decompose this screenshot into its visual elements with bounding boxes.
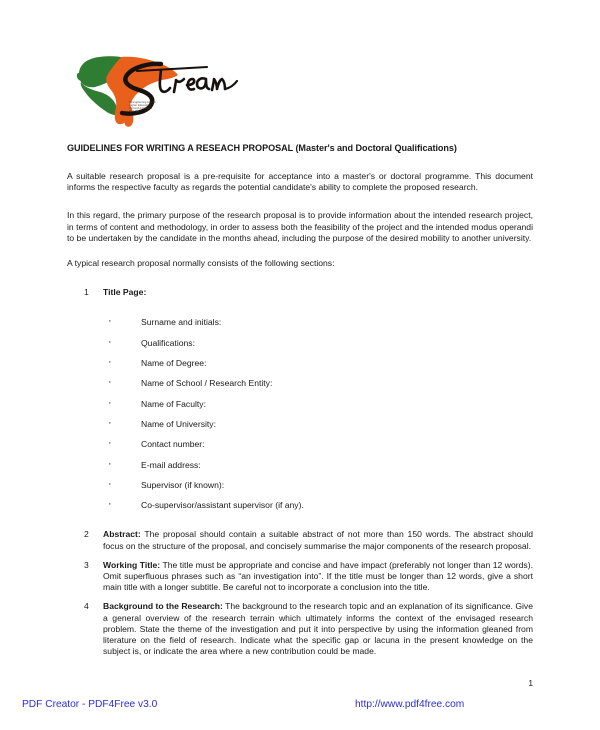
- title-page-item-list: [67, 317, 533, 511]
- intro-paragraph-1: A suitable research proposal is a pre-requisite for acceptance into a master's or doctoral programme. This document informs the respective faculty as regards the potential candidate's ability to complete the proposed research.: [67, 171, 533, 193]
- section-heading: Abstract:: [103, 529, 141, 540]
- section-number: 1: [84, 287, 89, 298]
- stream-logo-graphic: [75, 52, 255, 130]
- page-number: 1: [528, 678, 533, 688]
- section-heading: Background to the Research:: [103, 601, 223, 612]
- section-heading: Title Page:: [103, 287, 147, 298]
- section-number: 2: [84, 529, 89, 540]
- section-working-title: [67, 560, 533, 594]
- section-text: The proposal should contain a suitable abstract of not more than 150 words. The abstract should focus on the structure of the proposal, and concisely summarise the major components of the research proposal.: [103, 529, 533, 551]
- section-heading: Working Title:: [103, 559, 161, 570]
- section-number: 4: [84, 601, 89, 612]
- list-item: · Co-supervisor/assistant supervisor (if any).: [67, 500, 533, 511]
- list-item: · Name of Faculty:: [67, 399, 533, 410]
- section-text: The title must be appropriate and concise and have impact (preferably not longer than 12 words). Omit superfluous phrases such as “an investigation into”. If the title must be longer than 12 words, give a short main title with a longer subtitle. Be careful not to incorporate a conclusion into the title.: [103, 559, 533, 593]
- list-item: · Name of Degree:: [67, 358, 533, 369]
- list-item: · Contact number:: [67, 439, 533, 450]
- list-item: · Name of School / Research Entity:: [67, 378, 533, 389]
- sections-lead-in: A typical research proposal normally consists of the following sections:: [67, 258, 335, 269]
- pdf4free-link[interactable]: http://www.pdf4free.com: [355, 699, 465, 710]
- pdf-creator-label: PDF Creator - PDF4Free v3.0: [22, 699, 158, 710]
- list-item: · Supervisor (if known):: [67, 480, 533, 491]
- stream-logo-tagline: Strengthening African Higher Education Through Academic Mobility: [129, 101, 156, 114]
- section-abstract: [67, 529, 533, 551]
- pdf-footer: [0, 699, 600, 715]
- section-text: The background to the research topic and an explanation of its significance. Give a general overview of the research terrain which ultimately informs the context of the envisaged research problem. State the theme of the investigation and put it into perspective by using the information gleaned from literature on the field of research. Indicate what the specific gap or lacuna in the present knowledge on the subject is, or indicate the area where a new contribution could be made.: [103, 601, 533, 657]
- list-item: · Qualifications:: [67, 338, 533, 349]
- section-number: 3: [84, 559, 89, 570]
- section-background-to-the-research: [67, 601, 533, 657]
- intro-paragraph-2: In this regard, the primary purpose of the research proposal is to provide information about the intended research project, in terms of content and methodology, in order to assess both the feasibility of the project and the intended modus operandi to be undertaken by the candidate in the months ahead, including the purpose of the desired mobility to another university.: [67, 210, 533, 243]
- list-item: · Surname and initials:: [67, 317, 533, 328]
- document-body: [67, 142, 533, 665]
- stream-logo: [75, 52, 255, 130]
- list-item: · E-mail address:: [67, 460, 533, 471]
- page-title: GUIDELINES FOR WRITING A RESEACH PROPOSAL (Master's and Doctoral Qualifications): [67, 143, 457, 153]
- list-item: · Name of University:: [67, 419, 533, 430]
- section-title-page: [67, 287, 533, 298]
